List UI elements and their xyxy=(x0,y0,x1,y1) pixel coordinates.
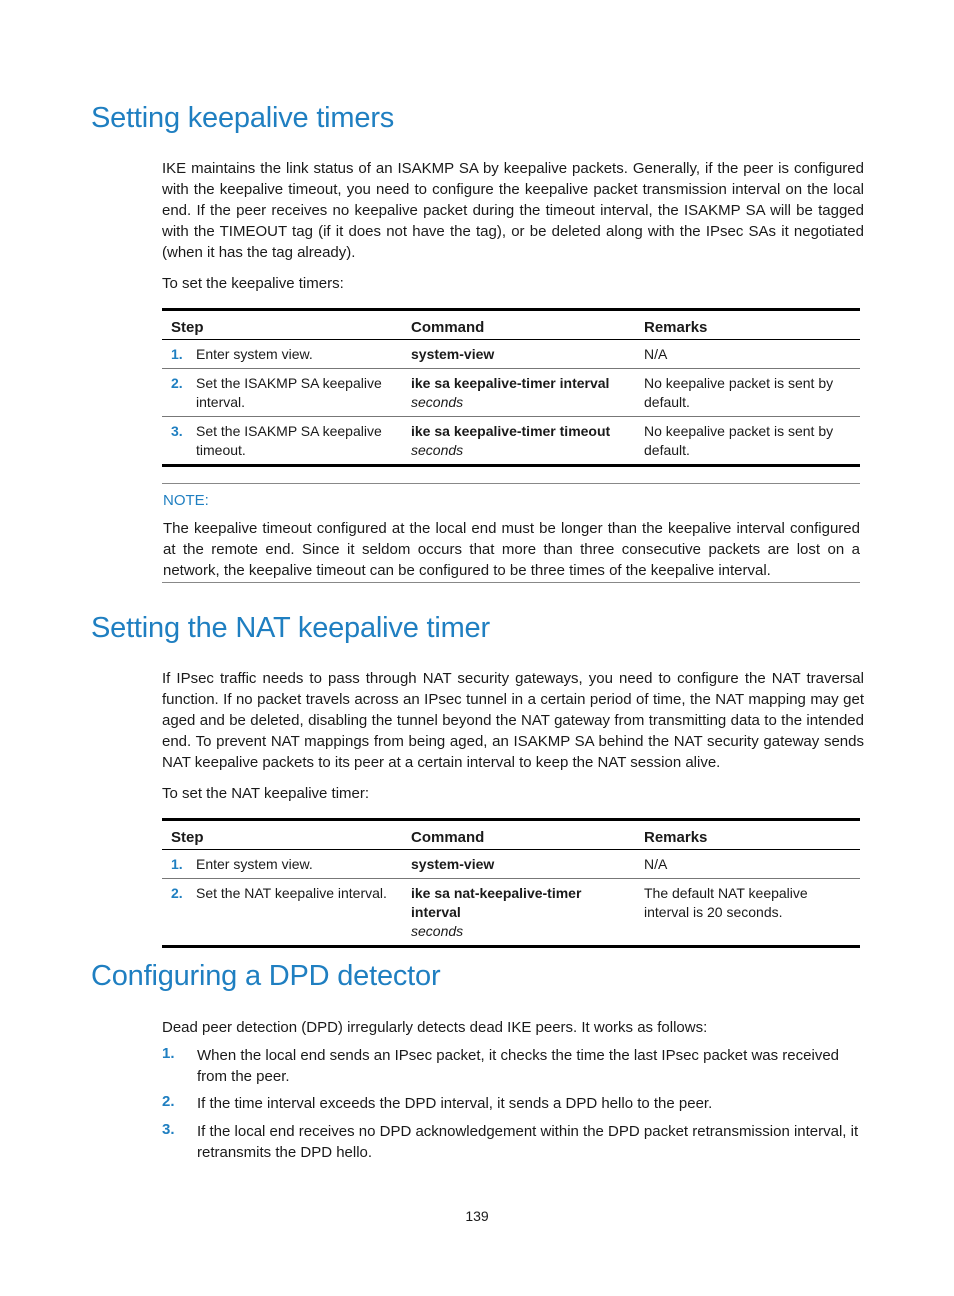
step-command xyxy=(402,417,635,466)
step-description: Enter system view. xyxy=(187,850,402,879)
step-number: 2. xyxy=(162,879,187,947)
header-remarks: Remarks xyxy=(635,820,860,850)
note-box xyxy=(162,483,860,583)
page-number: 139 xyxy=(465,1208,489,1224)
section-title-keepalive-timers: Setting keepalive timers xyxy=(91,102,395,134)
table-row xyxy=(162,417,860,466)
step-description: Set the NAT keepalive interval. xyxy=(187,879,402,947)
command-argument: seconds xyxy=(411,923,464,939)
header-command: Command xyxy=(402,310,635,340)
list-item-text: If the time interval exceeds the DPD interval, it sends a DPD hello to the peer. xyxy=(197,1095,713,1112)
nat-lead-text: To set the NAT keepalive timer: xyxy=(162,785,370,802)
list-item-number: 1. xyxy=(162,1045,175,1062)
keepalive-lead-text: To set the keepalive timers: xyxy=(162,275,344,292)
nat-intro-paragraph: If IPsec traffic needs to pass through NAT security gateways, you need to configure the NAT traversal function. If no packet travels across an IPsec tunnel in a certain period of time, the NAT mapping may get aged and be deleted, disabling the tunnel beyond the NAT gateway from transmitting data to the intended end. To prevent NAT mappings from being aged, an ISAKMP SA behind the NAT security gateway sends NAT keepalive packets to its peer at a certain interval to keep the NAT session alive. xyxy=(162,670,864,771)
table-row xyxy=(162,879,860,947)
step-remarks: No keepalive packet is sent by default. xyxy=(635,369,860,417)
command-keyword: ike sa nat-keepalive-timer interval xyxy=(411,885,582,920)
step-command xyxy=(402,369,635,417)
step-number: 3. xyxy=(162,417,187,466)
step-remarks: N/A xyxy=(635,850,860,879)
list-item-number: 3. xyxy=(162,1121,175,1138)
step-description: Set the ISAKMP SA keepalive interval. xyxy=(187,369,402,417)
step-remarks: The default NAT keepalive interval is 20 seconds. xyxy=(635,879,860,947)
command-keyword: system-view xyxy=(411,346,495,362)
step-number: 1. xyxy=(162,340,187,369)
step-command xyxy=(402,850,635,879)
step-command xyxy=(402,340,635,369)
dpd-intro-paragraph: Dead peer detection (DPD) irregularly detects dead IKE peers. It works as follows: xyxy=(162,1019,708,1036)
command-keyword: system-view xyxy=(411,856,495,872)
nat-steps-table xyxy=(162,818,860,948)
header-command: Command xyxy=(402,820,635,850)
table-header-row xyxy=(162,820,860,850)
table-row xyxy=(162,340,860,369)
table-header-row xyxy=(162,310,860,340)
note-label: NOTE: xyxy=(163,492,209,509)
command-argument: seconds xyxy=(411,394,464,410)
section-title-nat-keepalive: Setting the NAT keepalive timer xyxy=(91,612,490,644)
step-remarks: N/A xyxy=(635,340,860,369)
keepalive-steps-table xyxy=(162,308,860,467)
step-command xyxy=(402,879,635,947)
section-title-dpd-detector: Configuring a DPD detector xyxy=(91,960,441,992)
note-text: The keepalive timeout configured at the local end must be longer than the keepalive interval configured at the remote end. Since it seldom occurs that more than three consecutive packets are lost on a network, the keepalive timeout can be configured to be three times of the keepalive interval. xyxy=(163,520,860,579)
command-argument: seconds xyxy=(411,442,464,458)
step-description: Enter system view. xyxy=(187,340,402,369)
list-item-text: When the local end sends an IPsec packet, it checks the time the last IPsec packet was received from the peer. xyxy=(197,1047,839,1085)
list-item-number: 2. xyxy=(162,1093,175,1110)
header-remarks: Remarks xyxy=(635,310,860,340)
step-number: 1. xyxy=(162,850,187,879)
step-number: 2. xyxy=(162,369,187,417)
table-row xyxy=(162,850,860,879)
header-step: Step xyxy=(162,820,402,850)
table-row xyxy=(162,369,860,417)
step-description: Set the ISAKMP SA keepalive timeout. xyxy=(187,417,402,466)
keepalive-intro-paragraph: IKE maintains the link status of an ISAKMP SA by keepalive packets. Generally, if the peer is configured with the keepalive timeout, you need to configure the keepalive packet transmission interval on the local end. If the peer receives no keepalive packet during the timeout interval, the ISAKMP SA will be tagged with the TIMEOUT tag (if it does not have the tag), or be deleted along with the IPsec SAs it negotiated (when it has the tag already). xyxy=(162,160,864,261)
list-item-text: If the local end receives no DPD acknowledgement within the DPD packet retransmission interval, it retransmits the DPD hello. xyxy=(197,1123,859,1161)
header-step: Step xyxy=(162,310,402,340)
command-keyword: ike sa keepalive-timer timeout xyxy=(411,423,611,439)
step-remarks: No keepalive packet is sent by default. xyxy=(635,417,860,466)
command-keyword: ike sa keepalive-timer interval xyxy=(411,375,610,391)
